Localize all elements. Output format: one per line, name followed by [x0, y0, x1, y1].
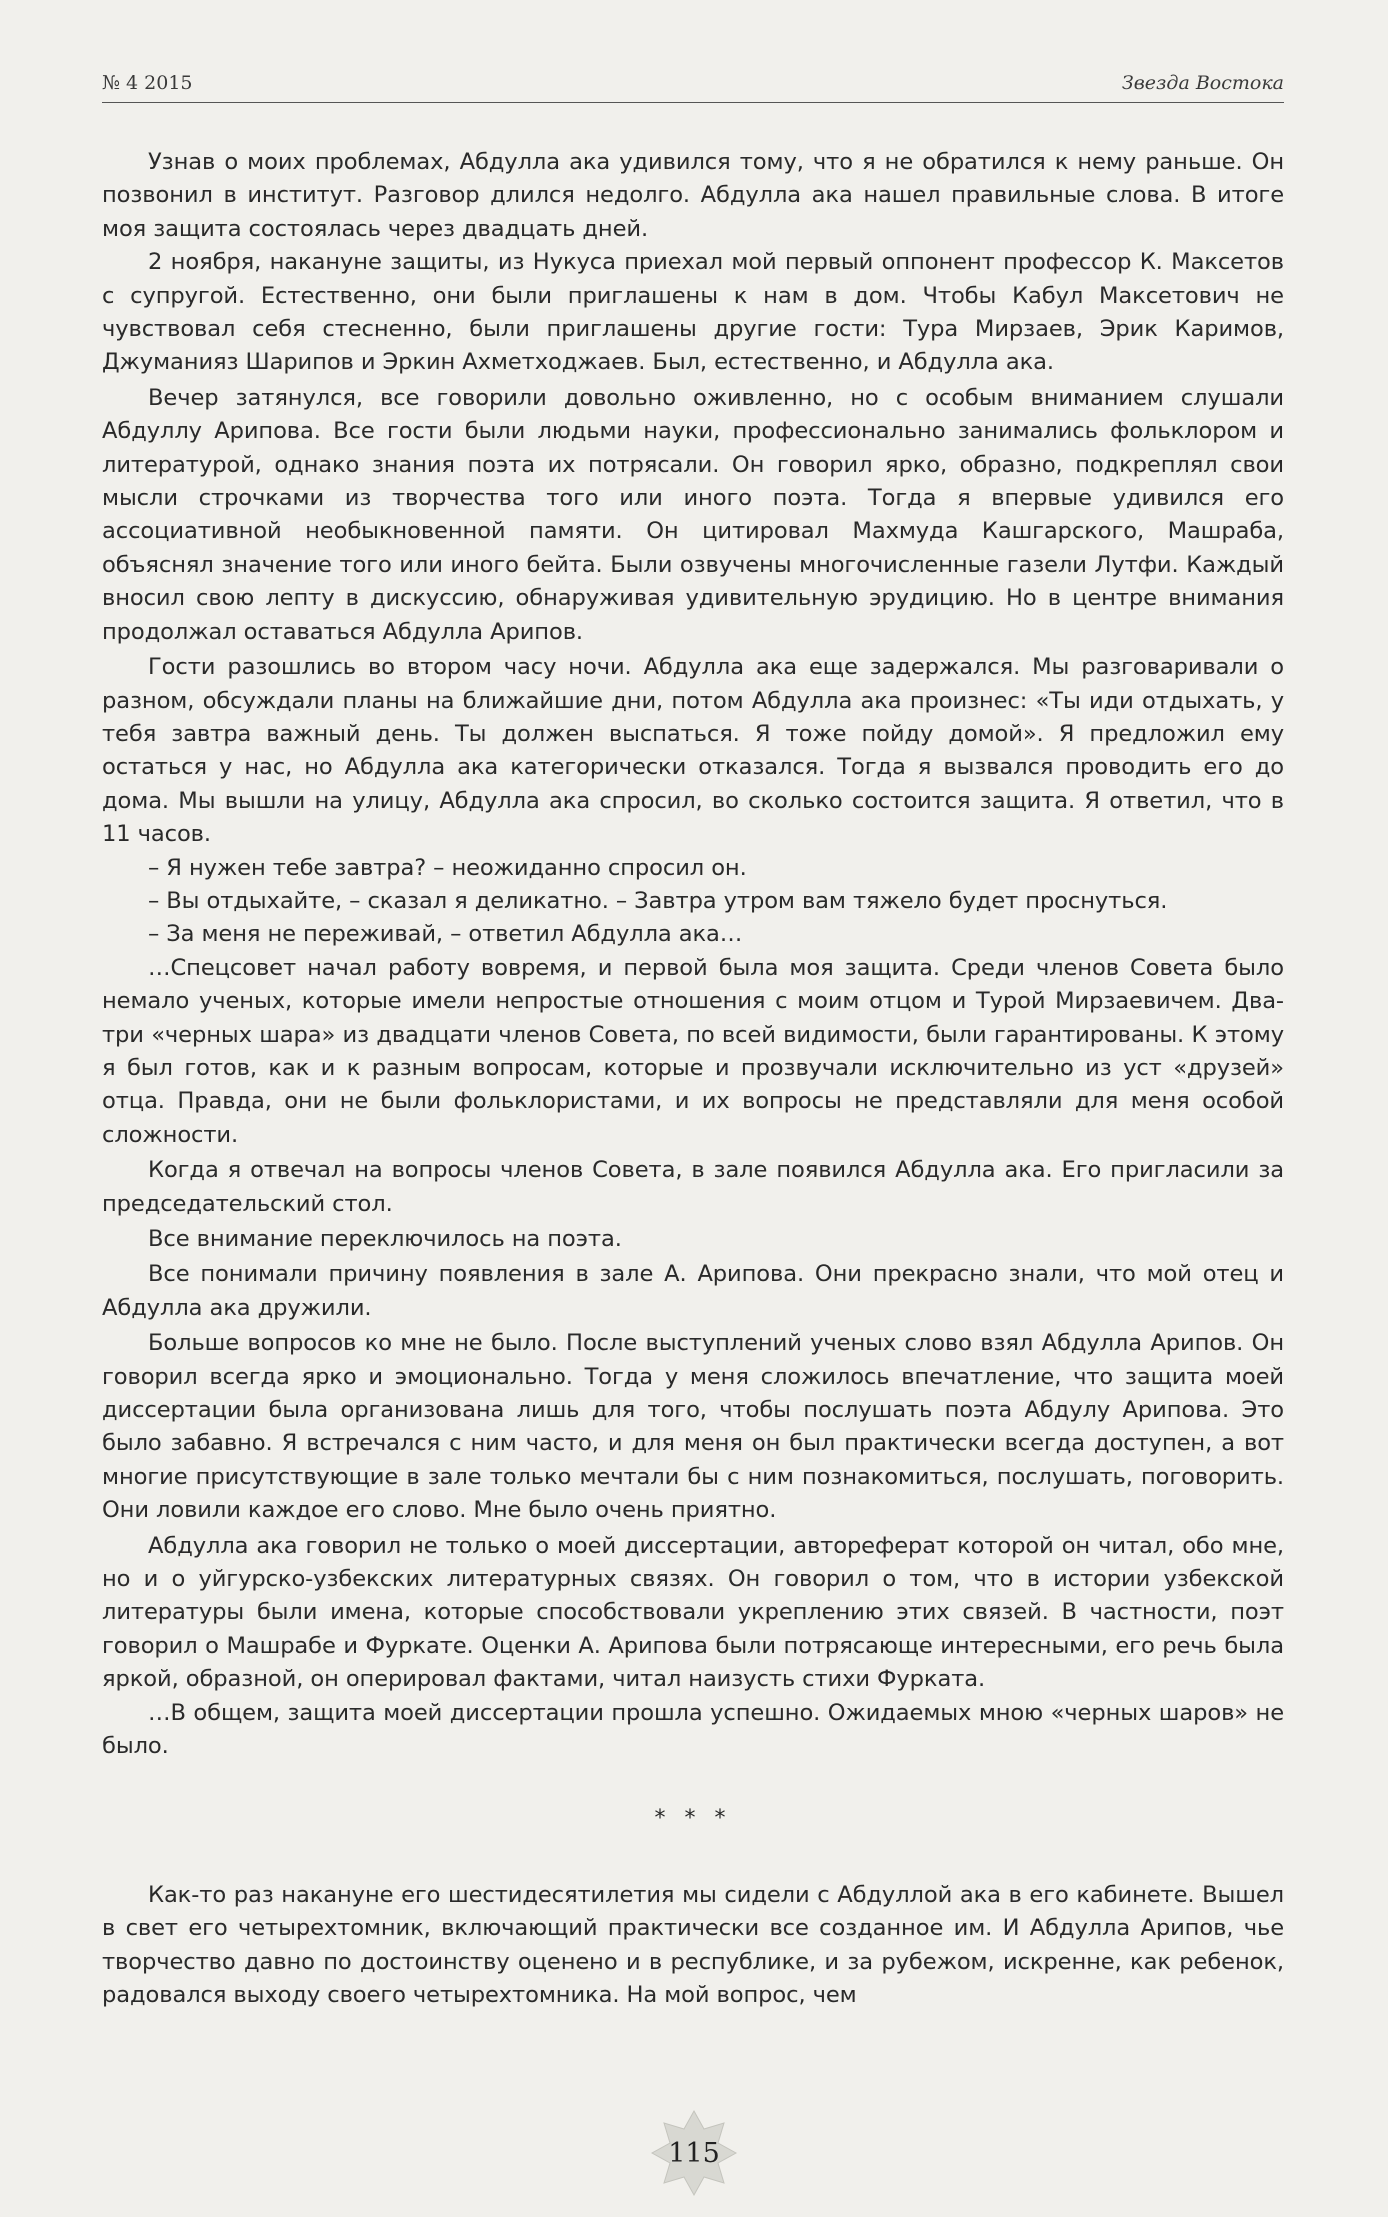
article-body [102, 146, 1284, 2013]
paragraph: Абдулла ака говорил не только о моей диссертации, автореферат которой он читал, обо мне, но и о уйгурско-узбекских литературных связях. Он говорил о том, что в истории узбекской литературы были имена, которые способствовали укреплению этих связей. В частности, поэт говорил о Машрабе и Фуркате. Оценки А. Арипова были потрясающе интересными, его речь была яркой, образной, он оперировал фактами, читал наизусть стихи Фурката. [102, 1532, 1284, 1693]
paragraph: Больше вопросов ко мне не было. После выступлений ученых слово взял Абдулла Арипов. Он говорил всегда ярко и эмоционально. Тогда у меня сложилось впечатление, что защита моей диссертации была организована лишь для того, чтобы послушать поэта Абдулу Арипова. Это было забавно. Я встречался с ним часто, и для меня он был практически всегда доступен, а вот многие присутствующие в зале только мечтали бы с ним познакомиться, послушать, поговорить. Они ловили каждое его слово. Мне было очень приятно. [102, 1330, 1284, 1524]
section-separator: * * * [654, 1805, 732, 1831]
page-number: 115 [668, 2137, 720, 2169]
paragraph: 2 ноября, накануне защиты, из Нукуса приехал мой первый оппонент профессор К. Максетов с супругой. Естественно, они были приглашены к нам в дом. Чтобы Кабул Максетович не чувствовал себя стесненно, были приглашены другие гости: Тура Мирзаев, Эрик Каримов, Джуманияз Шарипов и Эркин Ахметходжаев. Был, естественно, и Абдулла ака. [102, 249, 1284, 376]
page-footer [0, 2108, 1388, 2198]
paragraph: …Спецсовет начал работу вовремя, и первой была моя защита. Среди членов Совета было немало ученых, которые имели непростые отношения с моим отцом и Турой Мирзаевичем. Два-три «черных шара» из двадцати членов Совета, по всей видимости, были гарантированы. К этому я был готов, как и к разным вопросам, которые и прозвучали исключительно из уст «друзей» отца. Правда, они не были фольклористами, и их вопросы не представляли для меня особой сложности. [102, 954, 1284, 1148]
paragraph: Все внимание переключилось на поэта. [148, 1226, 622, 1252]
dialogue-line: – Вы отдыхайте, – сказал я деликатно. – Завтра утром вам тяжело будет проснуться. [148, 887, 1168, 914]
paragraph: Вечер затянулся, все говорили довольно оживленно, но с особым вниманием слушали Абдуллу Арипова. Все гости были людьми науки, профессионально занимались фольклором и литературой, однако знания поэта их потрясали. Он говорил ярко, образно, подкреплял свои мысли строчками из творчества того или иного поэта. Тогда я впервые удивился его ассоциативной необыкновенной памяти. Он цитировал Махмуда Кашгарского, Машраба, объяснял значение того или иного бейта. Были озвучены многочисленные газели Лутфи. Каждый вносил свою лепту в дискуссию, обнаруживая удивительную эрудицию. Но в центре внимания продолжал оставаться Абдулла Арипов. [102, 384, 1284, 645]
paragraph: Когда я отвечал на вопросы членов Совета, в зале появился Абдулла ака. Его пригласили за председательский стол. [102, 1157, 1284, 1217]
page-header [102, 72, 1284, 103]
paragraph: …В общем, защита моей диссертации прошла успешно. Ожидаемых мною «черных шаров» не было. [102, 1699, 1284, 1760]
paragraph: Гости разошлись во втором часу ночи. Абдулла ака еще задержался. Мы разговаривали о разном, обсуждали планы на ближайшие дни, потом Абдулла ака произнес: «Ты иди отдыхать, у тебя завтра важный день. Ты должен выспаться. Я тоже пойду домой». Я предложил ему остаться у нас, но Абдулла ака категорически отказался. Тогда я вызвался проводить его до дома. Мы вышли на улицу, Абдулла ака спросил, во сколько состоится защита. Я ответил, что в 11 часов. [102, 654, 1284, 848]
journal-title: Звезда Востока [1121, 72, 1284, 94]
issue-label: № 4 2015 [102, 72, 193, 94]
dialogue-line: – За меня не переживай, – ответил Абдулла ака… [148, 921, 743, 948]
paragraph: Узнав о моих проблемах, Абдулла ака удивился тому, что я не обратился к нему раньше. Он позвонил в институт. Разговор длился недолго. Абдулла ака нашел правильные слова. В итоге моя защита состоялась через двадцать дней. [102, 149, 1284, 242]
paragraph: Как-то раз накануне его шестидесятилетия мы сидели с Абдуллой ака в его кабинете. Вышел в свет его четырехтомник, включающий практически все созданное им. И Абдулла Арипов, чье творчество давно по достоинству оценено и в республике, и за рубежом, искренне, как ребенок, радовался выходу своего четырехтомника. На мой вопрос, чем [102, 1881, 1284, 2009]
page-number-badge [648, 2107, 740, 2199]
paragraph: Все понимали причину появления в зале А. Арипова. Они прекрасно знали, что мой отец и Абдулла ака дружили. [102, 1261, 1284, 1321]
dialogue-line: – Я нужен тебе завтра? – неожиданно спросил он. [148, 854, 747, 881]
